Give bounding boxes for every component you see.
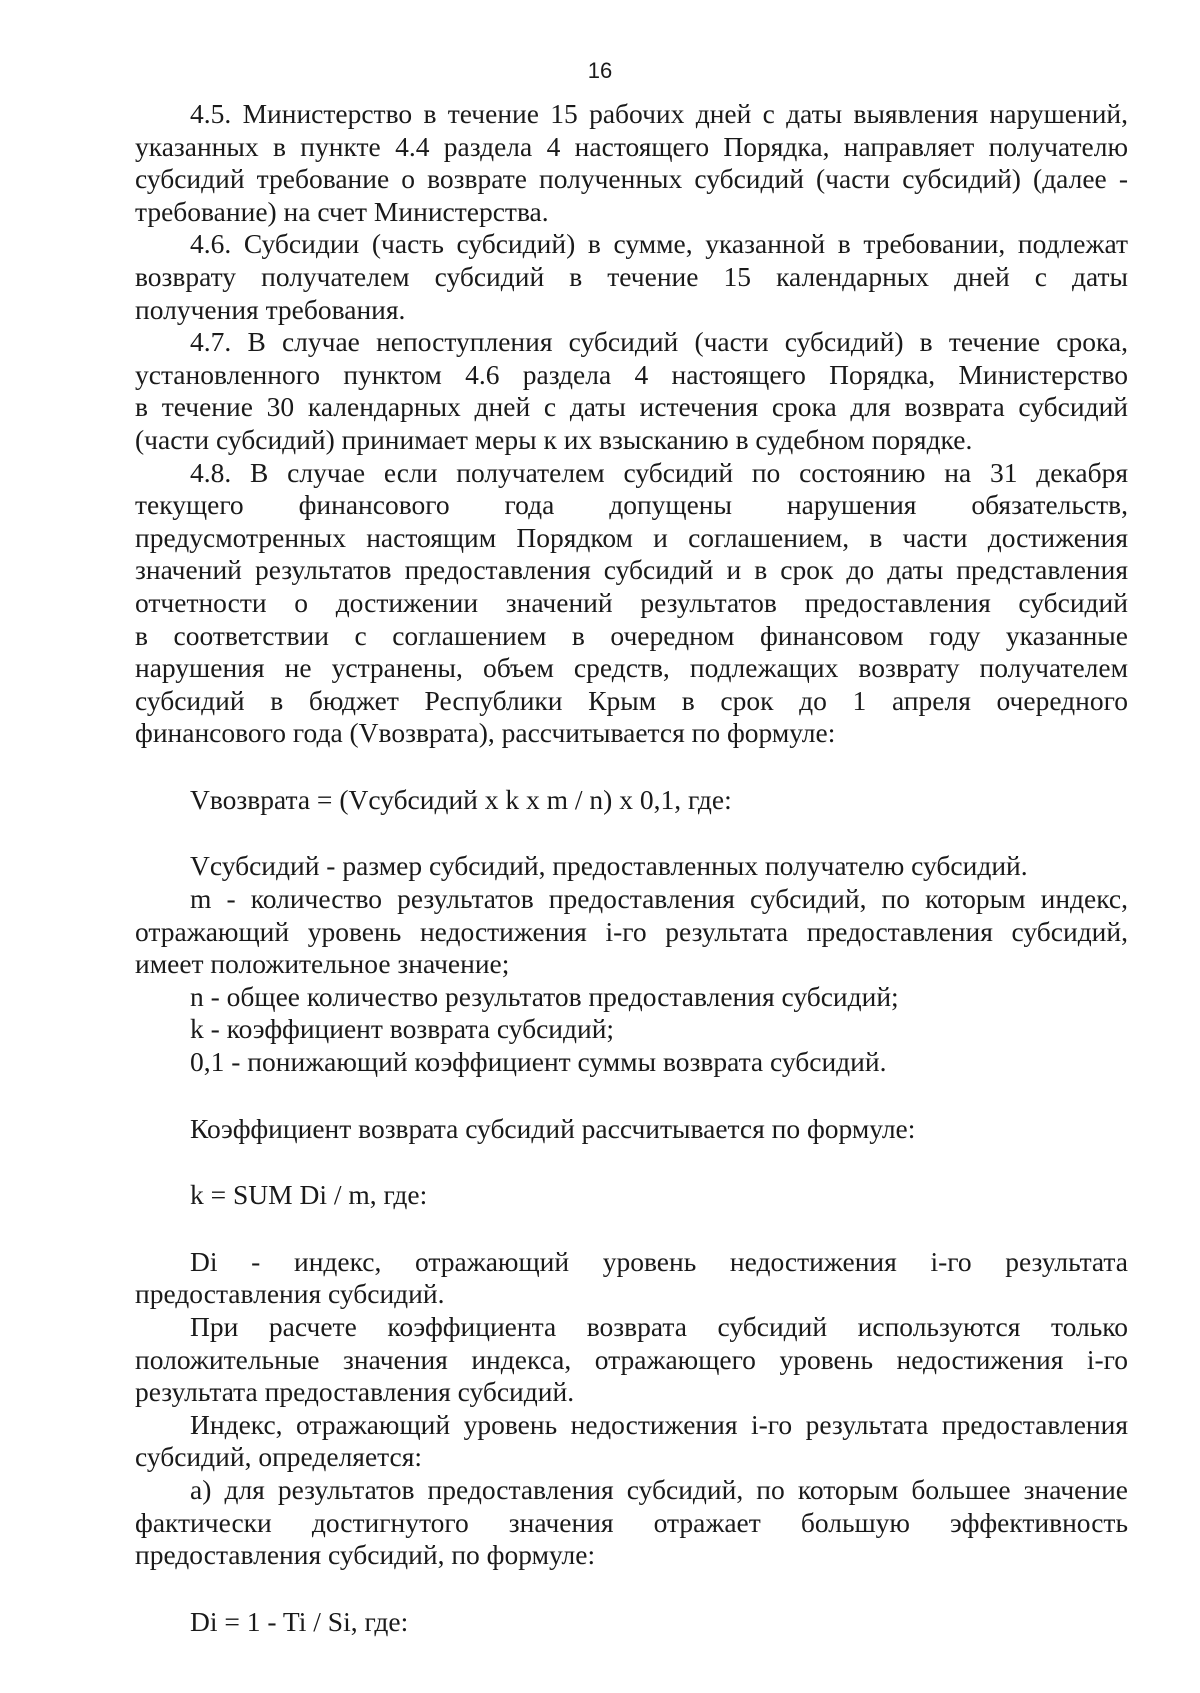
text-line: 4.5. Министерство в течение 15 рабочих дней с даты выявления нарушений, (190, 98, 1128, 129)
text-line: отчетности о достижении значений результатов предоставления субсидий (135, 586, 1128, 618)
text-line: указанных в пункте 4.4 раздела 4 настоящего Порядка, направляет получателю (135, 130, 1128, 162)
text-line: установленного пунктом 4.6 раздела 4 настоящего Порядка, Министерство (135, 358, 1128, 390)
text-line: отражающий уровень недостижения i-го результата предоставления субсидий, (135, 915, 1128, 947)
text-line: возврату получателем субсидий в течение 15 календарных дней с даты (135, 260, 1128, 292)
text-line: n - общее количество результатов предоставления субсидий; (190, 980, 899, 1012)
text-line: предоставления субсидий. (135, 1278, 445, 1310)
text-line: получения требования. (135, 293, 406, 325)
text-line: в соответствии с соглашением в очередном финансовом году указанные (135, 619, 1128, 651)
document-body (135, 98, 1128, 1638)
text-line: 4.7. В случае непоступления субсидий (части субсидий) в течение срока, (190, 326, 1128, 358)
text-line: 4.8. В случае если получателем субсидий по состоянию на 31 декабря (190, 456, 1128, 488)
formula-line: k = SUM Di / m, где: (190, 1179, 428, 1211)
formula-line: Di = 1 - Ti / Si, где: (190, 1605, 409, 1637)
text-line: При расчете коэффициента возврата субсидий используются только (190, 1311, 1128, 1342)
text-line: положительные значения индекса, отражающего уровень недостижения i-го (135, 1343, 1128, 1375)
text-line: предоставления субсидий, по формуле: (135, 1539, 596, 1571)
text-line: субсидий требование о возврате полученных субсидий (части субсидий) (далее - (135, 163, 1128, 195)
page-number: 16 (587, 58, 613, 83)
text-line: нарушения не устранены, объем средств, подлежащих возврату получателем (135, 652, 1128, 684)
text-line: результата предоставления субсидий. (135, 1376, 575, 1408)
text-line: требование) на счет Министерства. (135, 195, 549, 227)
text-line: субсидий, определяется: (135, 1441, 423, 1473)
text-line: Vсубсидий - размер субсидий, предоставленных получателю субсидий. (190, 850, 1028, 882)
text-line: текущего финансового года допущены нарушения обязательств, (135, 489, 1128, 521)
text-line: значений результатов предоставления субсидий и в срок до даты представления (135, 554, 1128, 586)
text-line: m - количество результатов предоставления субсидий, по которым индекс, (190, 883, 1128, 915)
text-line: имеет положительное значение; (135, 948, 510, 980)
text-line: в течение 30 календарных дней с даты истечения срока для возврата субсидий (135, 391, 1128, 423)
text-line: фактически достигнутого значения отражает большую эффективность (135, 1506, 1128, 1538)
text-line: предусмотренных настоящим Порядком и соглашением, в части достижения (135, 521, 1128, 553)
text-line: Di - индекс, отражающий уровень недостижения i-го результата (190, 1245, 1128, 1277)
text-line: 4.6. Субсидии (часть субсидий) в сумме, указанной в требовании, подлежат (190, 228, 1128, 260)
text-line: 0,1 - понижающий коэффициент суммы возврата субсидий. (190, 1046, 887, 1078)
text-line: субсидий в бюджет Республики Крым в срок до 1 апреля очередного (135, 684, 1128, 716)
text-line: Коэффициент возврата субсидий рассчитывается по формуле: (190, 1112, 916, 1144)
text-line: k - коэффициент возврата субсидий; (190, 1013, 615, 1045)
text-line: а) для результатов предоставления субсидий, по которым большее значение (190, 1473, 1128, 1505)
formula-line: Vвозврата = (Vсубсидий x k x m / n) x 0,1, где: (190, 783, 732, 815)
text-line: Индекс, отражающий уровень недостижения i-го результата предоставления (190, 1408, 1128, 1440)
text-line: (части субсидий) принимает меры к их взысканию в судебном порядке. (135, 423, 973, 455)
text-line: финансового года (Vвозврата), рассчитывается по формуле: (135, 717, 836, 749)
